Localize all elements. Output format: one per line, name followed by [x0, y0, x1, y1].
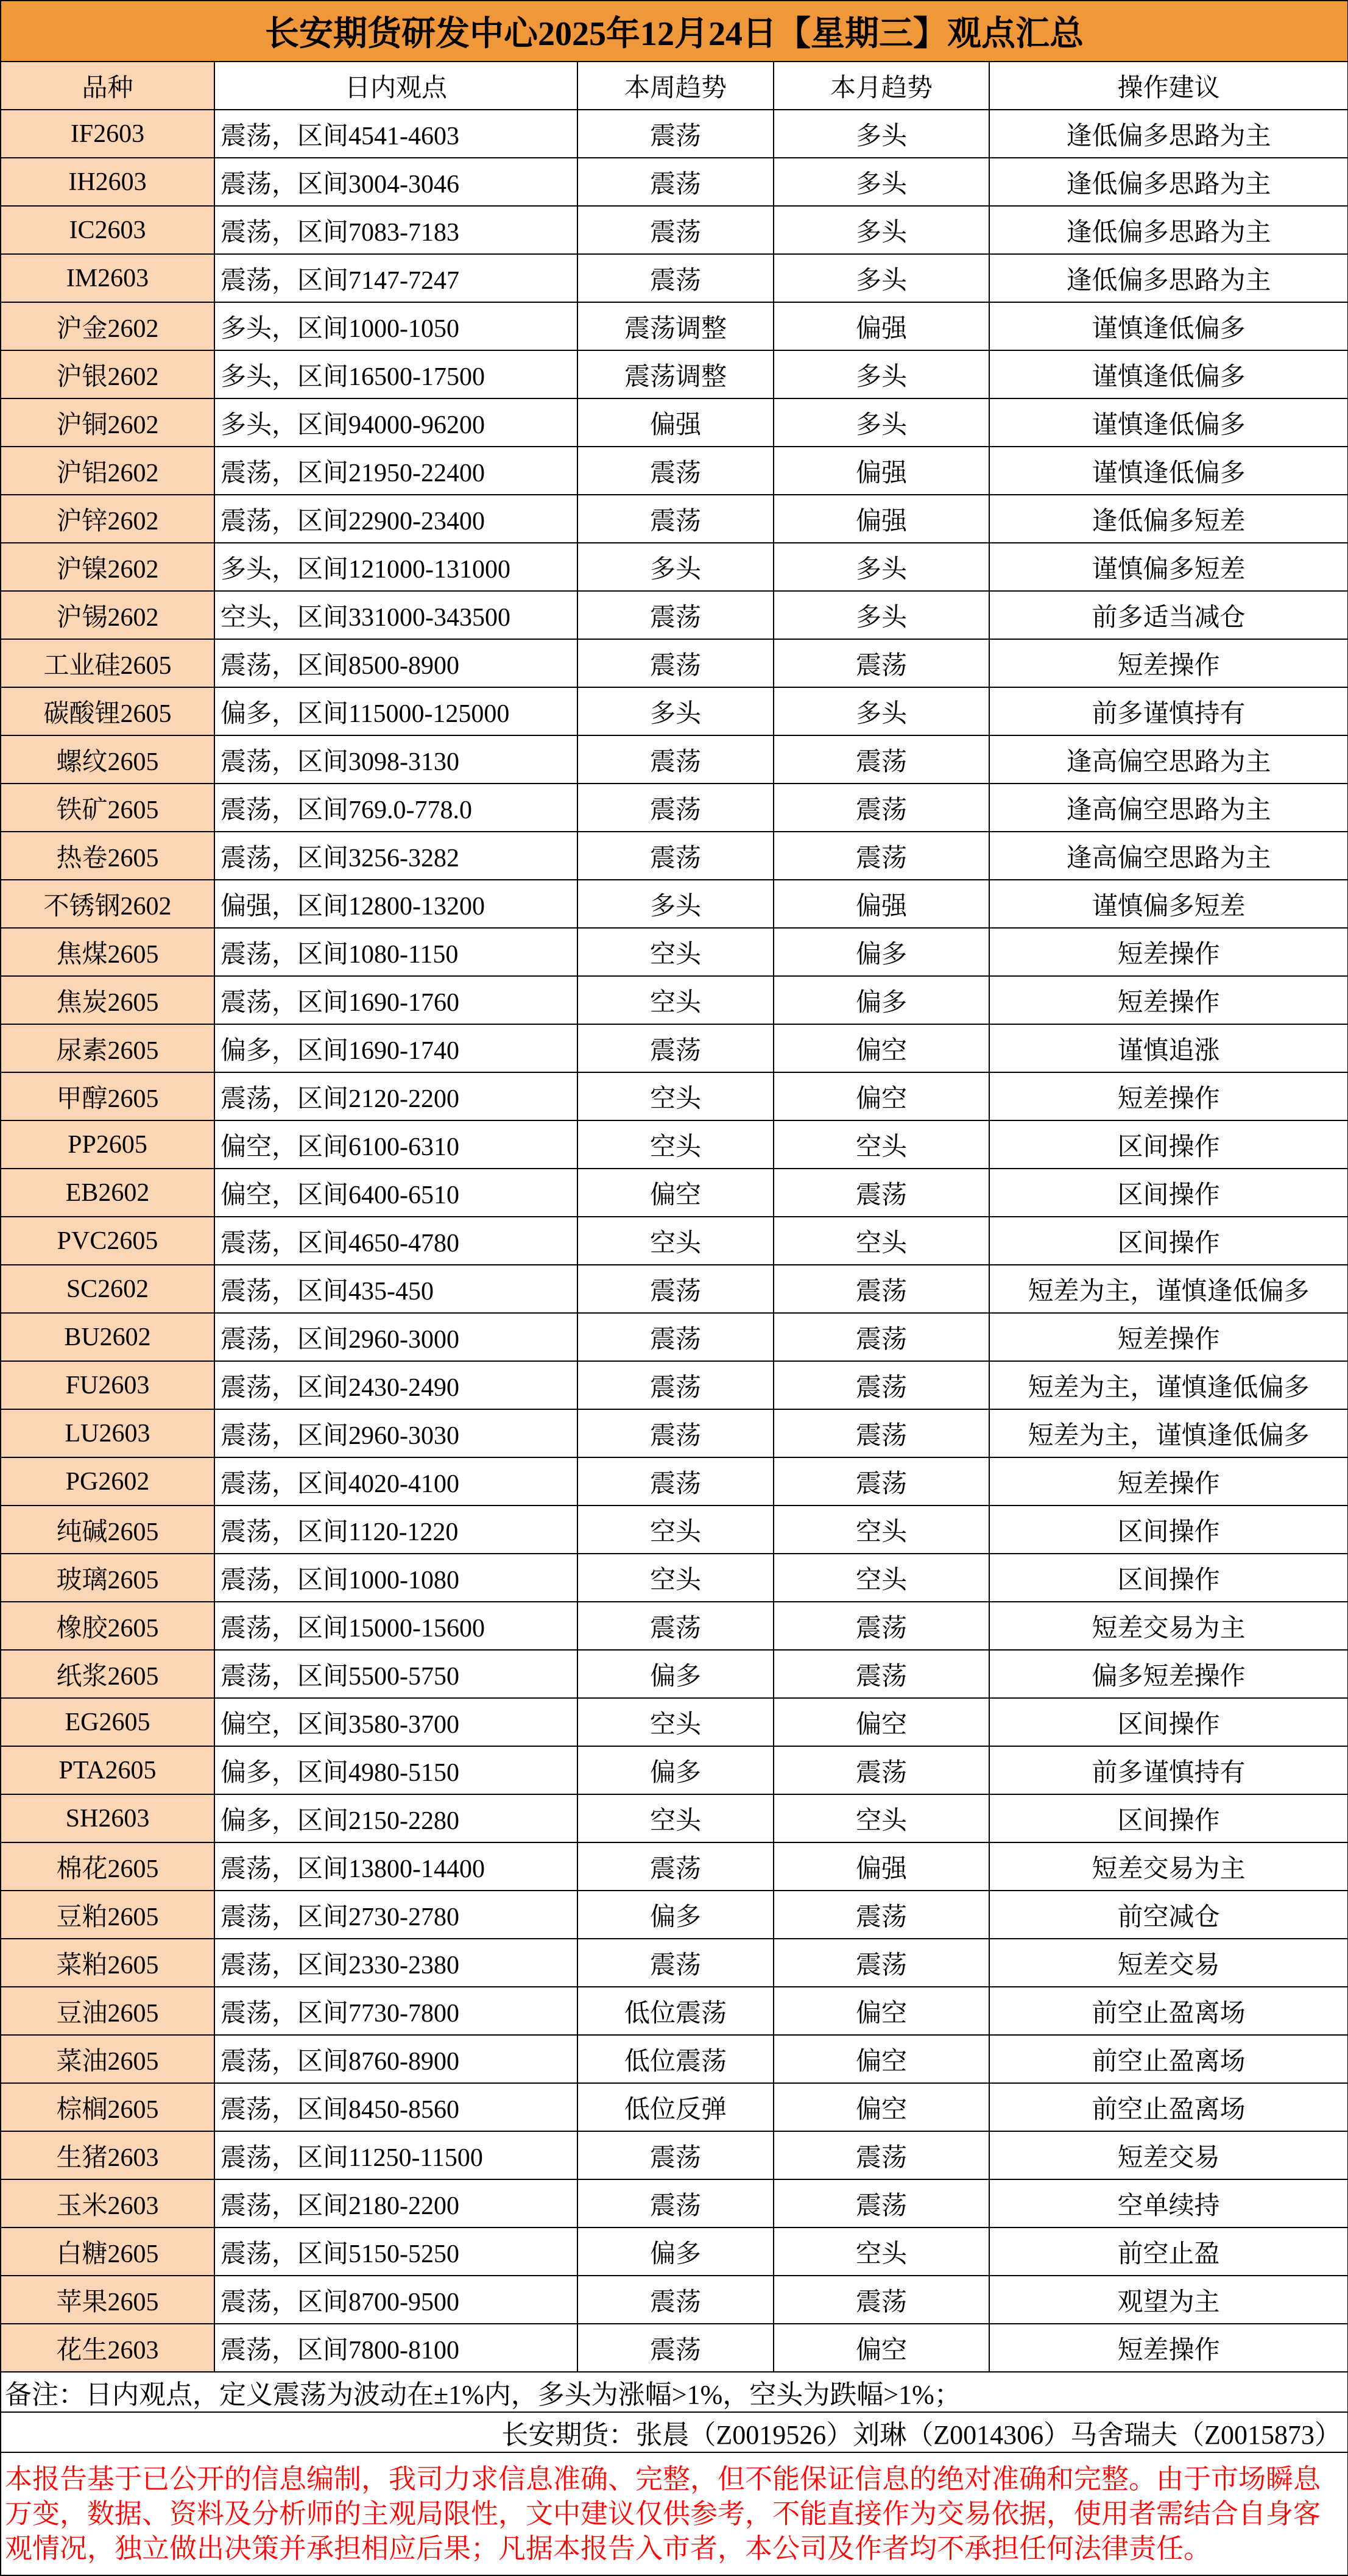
table-row [1, 543, 1348, 591]
cell-monthly-trend: 震荡 [774, 639, 989, 687]
cell-monthly-trend: 空头 [774, 2227, 989, 2276]
cell-intraday-view: 震荡，区间435-450 [214, 1265, 577, 1313]
author-row [1, 2412, 1348, 2452]
cell-variety: EG2605 [1, 1698, 214, 1746]
cell-advice: 区间操作 [989, 1169, 1348, 1217]
cell-variety: PVC2605 [1, 1217, 214, 1265]
title-band [1, 1, 1348, 62]
cell-advice: 空单续持 [989, 2179, 1348, 2227]
cell-advice: 前多适当减仓 [989, 591, 1348, 639]
cell-weekly-trend: 震荡 [577, 1361, 774, 1409]
cell-variety: 沪铝2602 [1, 447, 214, 495]
cell-variety: 生猪2603 [1, 2131, 214, 2179]
cell-weekly-trend: 震荡 [577, 1409, 774, 1457]
column-header-weekly-trend: 本周趋势 [577, 62, 774, 110]
cell-weekly-trend: 震荡 [577, 2179, 774, 2227]
cell-weekly-trend: 震荡 [577, 1602, 774, 1650]
cell-weekly-trend: 震荡 [577, 735, 774, 784]
cell-variety: IM2603 [1, 254, 214, 302]
cell-intraday-view: 震荡，区间4020-4100 [214, 1457, 577, 1506]
cell-weekly-trend: 偏多 [577, 1746, 774, 1794]
cell-advice: 区间操作 [989, 1120, 1348, 1169]
cell-monthly-trend: 多头 [774, 254, 989, 302]
cell-monthly-trend: 偏空 [774, 2083, 989, 2131]
cell-monthly-trend: 偏强 [774, 302, 989, 350]
table-row [1, 1120, 1348, 1169]
cell-weekly-trend: 偏强 [577, 398, 774, 447]
cell-intraday-view: 震荡，区间22900-23400 [214, 495, 577, 543]
cell-variety: LU2603 [1, 1409, 214, 1457]
cell-intraday-view: 震荡，区间2330-2380 [214, 1939, 577, 1987]
cell-weekly-trend: 震荡 [577, 254, 774, 302]
cell-variety: 碳酸锂2605 [1, 687, 214, 735]
cell-weekly-trend: 震荡 [577, 158, 774, 206]
note-row [1, 2372, 1348, 2412]
cell-weekly-trend: 空头 [577, 1554, 774, 1602]
cell-monthly-trend: 震荡 [774, 1891, 989, 1939]
cell-advice: 谨慎偏多短差 [989, 880, 1348, 928]
cell-monthly-trend: 偏空 [774, 2324, 989, 2372]
cell-weekly-trend: 震荡调整 [577, 350, 774, 398]
table-row [1, 1794, 1348, 1842]
table-row [1, 832, 1348, 880]
table-row [1, 447, 1348, 495]
cell-advice: 前空止盈离场 [989, 2083, 1348, 2131]
cell-variety: 铁矿2605 [1, 784, 214, 832]
cell-variety: 沪镍2602 [1, 543, 214, 591]
cell-variety: 沪银2602 [1, 350, 214, 398]
cell-variety: 甲醇2605 [1, 1072, 214, 1120]
cell-intraday-view: 震荡，区间15000-15600 [214, 1602, 577, 1650]
cell-advice: 短差操作 [989, 2324, 1348, 2372]
cell-weekly-trend: 空头 [577, 1794, 774, 1842]
cell-variety: 焦煤2605 [1, 928, 214, 976]
cell-intraday-view: 震荡，区间8500-8900 [214, 639, 577, 687]
cell-variety: PG2602 [1, 1457, 214, 1506]
cell-variety: 豆油2605 [1, 1987, 214, 2035]
cell-monthly-trend: 多头 [774, 543, 989, 591]
cell-variety: SH2603 [1, 1794, 214, 1842]
cell-advice: 观望为主 [989, 2276, 1348, 2324]
table-row [1, 687, 1348, 735]
table-row [1, 1842, 1348, 1891]
table-row [1, 1409, 1348, 1457]
cell-monthly-trend: 多头 [774, 398, 989, 447]
table-row [1, 1217, 1348, 1265]
table-row [1, 254, 1348, 302]
cell-weekly-trend: 低位震荡 [577, 1987, 774, 2035]
cell-monthly-trend: 震荡 [774, 1602, 989, 1650]
table-row [1, 2035, 1348, 2083]
cell-variety: PP2605 [1, 1120, 214, 1169]
cell-weekly-trend: 空头 [577, 1506, 774, 1554]
cell-monthly-trend: 多头 [774, 687, 989, 735]
cell-variety: 菜油2605 [1, 2035, 214, 2083]
cell-monthly-trend: 空头 [774, 1506, 989, 1554]
column-header-intraday-view: 日内观点 [214, 62, 577, 110]
cell-variety: 沪铜2602 [1, 398, 214, 447]
cell-monthly-trend: 偏空 [774, 1987, 989, 2035]
cell-intraday-view: 震荡，区间7800-8100 [214, 2324, 577, 2372]
cell-weekly-trend: 震荡 [577, 1313, 774, 1361]
cell-monthly-trend: 震荡 [774, 1361, 989, 1409]
report-title: 长安期货研发中心2025年12月24日【星期三】观点汇总 [1, 1, 1348, 62]
cell-intraday-view: 震荡，区间2430-2490 [214, 1361, 577, 1409]
cell-advice: 短差交易为主 [989, 1842, 1348, 1891]
table-body [1, 110, 1348, 2372]
cell-advice: 逢高偏空思路为主 [989, 784, 1348, 832]
table-row [1, 1361, 1348, 1409]
table-row [1, 735, 1348, 784]
cell-variety: 沪锡2602 [1, 591, 214, 639]
cell-weekly-trend: 偏多 [577, 2227, 774, 2276]
cell-intraday-view: 多头，区间121000-131000 [214, 543, 577, 591]
cell-variety: 不锈钢2602 [1, 880, 214, 928]
cell-advice: 短差交易为主 [989, 1602, 1348, 1650]
table-row [1, 1457, 1348, 1506]
cell-monthly-trend: 震荡 [774, 1746, 989, 1794]
cell-advice: 逢高偏空思路为主 [989, 735, 1348, 784]
cell-variety: BU2602 [1, 1313, 214, 1361]
disclaimer-row [1, 2452, 1348, 2575]
cell-intraday-view: 偏空，区间6100-6310 [214, 1120, 577, 1169]
table-row [1, 350, 1348, 398]
cell-weekly-trend: 空头 [577, 1120, 774, 1169]
cell-variety: 苹果2605 [1, 2276, 214, 2324]
cell-monthly-trend: 震荡 [774, 1169, 989, 1217]
cell-variety: 白糖2605 [1, 2227, 214, 2276]
cell-weekly-trend: 偏多 [577, 1891, 774, 1939]
cell-variety: 沪金2602 [1, 302, 214, 350]
cell-intraday-view: 震荡，区间2730-2780 [214, 1891, 577, 1939]
cell-weekly-trend: 震荡调整 [577, 302, 774, 350]
note-text: 备注：日内观点，定义震荡为波动在±1%内，多头为涨幅>1%，空头为跌幅>1%； [1, 2372, 1348, 2412]
cell-intraday-view: 偏空，区间6400-6510 [214, 1169, 577, 1217]
cell-advice: 逢高偏空思路为主 [989, 832, 1348, 880]
cell-monthly-trend: 偏强 [774, 880, 989, 928]
cell-advice: 短差为主，谨慎逢低偏多 [989, 1265, 1348, 1313]
cell-intraday-view: 震荡，区间8450-8560 [214, 2083, 577, 2131]
cell-intraday-view: 偏强，区间12800-13200 [214, 880, 577, 928]
cell-intraday-view: 震荡，区间13800-14400 [214, 1842, 577, 1891]
cell-monthly-trend: 震荡 [774, 2179, 989, 2227]
cell-monthly-trend: 震荡 [774, 735, 989, 784]
cell-advice: 短差操作 [989, 928, 1348, 976]
cell-monthly-trend: 震荡 [774, 1265, 989, 1313]
cell-monthly-trend: 偏空 [774, 1072, 989, 1120]
cell-advice: 短差操作 [989, 1457, 1348, 1506]
cell-intraday-view: 震荡，区间1080-1150 [214, 928, 577, 976]
cell-intraday-view: 震荡，区间11250-11500 [214, 2131, 577, 2179]
cell-monthly-trend: 空头 [774, 1217, 989, 1265]
cell-variety: EB2602 [1, 1169, 214, 1217]
cell-variety: 豆粕2605 [1, 1891, 214, 1939]
cell-advice: 短差操作 [989, 639, 1348, 687]
cell-monthly-trend: 多头 [774, 350, 989, 398]
cell-monthly-trend: 多头 [774, 591, 989, 639]
cell-weekly-trend: 空头 [577, 976, 774, 1024]
cell-weekly-trend: 多头 [577, 687, 774, 735]
cell-advice: 区间操作 [989, 1217, 1348, 1265]
table-row [1, 880, 1348, 928]
table-row [1, 1746, 1348, 1794]
cell-advice: 前空止盈离场 [989, 1987, 1348, 2035]
cell-variety: IH2603 [1, 158, 214, 206]
cell-variety: 棉花2605 [1, 1842, 214, 1891]
cell-intraday-view: 震荡，区间1120-1220 [214, 1506, 577, 1554]
cell-monthly-trend: 震荡 [774, 1409, 989, 1457]
cell-intraday-view: 震荡，区间8760-8900 [214, 2035, 577, 2083]
cell-intraday-view: 偏多，区间2150-2280 [214, 1794, 577, 1842]
cell-variety: IF2603 [1, 110, 214, 158]
table-row [1, 1602, 1348, 1650]
cell-advice: 短差操作 [989, 1313, 1348, 1361]
cell-monthly-trend: 空头 [774, 1794, 989, 1842]
table-row [1, 2179, 1348, 2227]
cell-intraday-view: 震荡，区间7083-7183 [214, 206, 577, 254]
cell-intraday-view: 震荡，区间769.0-778.0 [214, 784, 577, 832]
cell-variety: 玉米2603 [1, 2179, 214, 2227]
analyst-credits: 长安期货：张晨（Z0019526）刘琳（Z0014306）马舍瑞夫（Z0015873） [1, 2412, 1348, 2452]
cell-monthly-trend: 多头 [774, 206, 989, 254]
cell-monthly-trend: 震荡 [774, 2276, 989, 2324]
cell-weekly-trend: 偏空 [577, 1169, 774, 1217]
cell-monthly-trend: 偏强 [774, 447, 989, 495]
cell-monthly-trend: 震荡 [774, 2131, 989, 2179]
cell-intraday-view: 偏多，区间1690-1740 [214, 1024, 577, 1072]
table-row [1, 2083, 1348, 2131]
cell-monthly-trend: 偏强 [774, 1842, 989, 1891]
cell-monthly-trend: 偏多 [774, 928, 989, 976]
cell-intraday-view: 震荡，区间2960-3000 [214, 1313, 577, 1361]
table-row [1, 158, 1348, 206]
cell-variety: 沪锌2602 [1, 495, 214, 543]
cell-weekly-trend: 多头 [577, 880, 774, 928]
cell-weekly-trend: 震荡 [577, 2131, 774, 2179]
cell-advice: 短差为主，谨慎逢低偏多 [989, 1409, 1348, 1457]
table-row [1, 1169, 1348, 1217]
cell-advice: 短差操作 [989, 1072, 1348, 1120]
table-row [1, 2227, 1348, 2276]
cell-monthly-trend: 偏多 [774, 976, 989, 1024]
cell-monthly-trend: 震荡 [774, 832, 989, 880]
cell-intraday-view: 多头，区间16500-17500 [214, 350, 577, 398]
cell-weekly-trend: 震荡 [577, 1457, 774, 1506]
cell-monthly-trend: 多头 [774, 158, 989, 206]
cell-advice: 偏多短差操作 [989, 1650, 1348, 1698]
cell-weekly-trend: 空头 [577, 1698, 774, 1746]
cell-advice: 区间操作 [989, 1794, 1348, 1842]
cell-intraday-view: 震荡，区间4541-4603 [214, 110, 577, 158]
table-row [1, 1939, 1348, 1987]
column-header-variety: 品种 [1, 62, 214, 110]
cell-advice: 区间操作 [989, 1554, 1348, 1602]
table-row [1, 2276, 1348, 2324]
cell-advice: 前多谨慎持有 [989, 1746, 1348, 1794]
table-row [1, 1891, 1348, 1939]
table-row [1, 206, 1348, 254]
cell-weekly-trend: 多头 [577, 543, 774, 591]
cell-advice: 前多谨慎持有 [989, 687, 1348, 735]
cell-monthly-trend: 震荡 [774, 1650, 989, 1698]
cell-advice: 短差交易 [989, 2131, 1348, 2179]
cell-weekly-trend: 震荡 [577, 591, 774, 639]
cell-weekly-trend: 震荡 [577, 2324, 774, 2372]
cell-intraday-view: 偏多，区间4980-5150 [214, 1746, 577, 1794]
cell-intraday-view: 震荡，区间7147-7247 [214, 254, 577, 302]
cell-advice: 逢低偏多思路为主 [989, 254, 1348, 302]
column-header-monthly-trend: 本月趋势 [774, 62, 989, 110]
cell-variety: 工业硅2605 [1, 639, 214, 687]
cell-advice: 前空止盈离场 [989, 2035, 1348, 2083]
cell-weekly-trend: 震荡 [577, 784, 774, 832]
cell-advice: 短差操作 [989, 976, 1348, 1024]
cell-intraday-view: 震荡，区间1000-1080 [214, 1554, 577, 1602]
cell-intraday-view: 震荡，区间1690-1760 [214, 976, 577, 1024]
cell-advice: 逢低偏多短差 [989, 495, 1348, 543]
cell-weekly-trend: 震荡 [577, 1265, 774, 1313]
cell-weekly-trend: 低位震荡 [577, 2035, 774, 2083]
cell-variety: SC2602 [1, 1265, 214, 1313]
cell-variety: 棕榈2605 [1, 2083, 214, 2131]
cell-intraday-view: 偏多，区间115000-125000 [214, 687, 577, 735]
table-row [1, 2131, 1348, 2179]
cell-intraday-view: 震荡，区间8700-9500 [214, 2276, 577, 2324]
cell-advice: 谨慎逢低偏多 [989, 350, 1348, 398]
cell-variety: 纯碱2605 [1, 1506, 214, 1554]
cell-variety: 纸浆2605 [1, 1650, 214, 1698]
cell-advice: 谨慎追涨 [989, 1024, 1348, 1072]
cell-advice: 短差为主，谨慎逢低偏多 [989, 1361, 1348, 1409]
cell-weekly-trend: 震荡 [577, 832, 774, 880]
cell-advice: 逢低偏多思路为主 [989, 206, 1348, 254]
cell-advice: 谨慎逢低偏多 [989, 398, 1348, 447]
cell-variety: 尿素2605 [1, 1024, 214, 1072]
cell-monthly-trend: 偏强 [774, 495, 989, 543]
cell-advice: 前空减仓 [989, 1891, 1348, 1939]
table-row [1, 1506, 1348, 1554]
table-row [1, 110, 1348, 158]
cell-weekly-trend: 震荡 [577, 2276, 774, 2324]
cell-intraday-view: 震荡，区间3256-3282 [214, 832, 577, 880]
cell-variety: 玻璃2605 [1, 1554, 214, 1602]
cell-weekly-trend: 震荡 [577, 447, 774, 495]
cell-monthly-trend: 空头 [774, 1554, 989, 1602]
cell-weekly-trend: 低位反弹 [577, 2083, 774, 2131]
cell-intraday-view: 偏空，区间3580-3700 [214, 1698, 577, 1746]
cell-weekly-trend: 震荡 [577, 206, 774, 254]
table-row [1, 1698, 1348, 1746]
cell-weekly-trend: 震荡 [577, 639, 774, 687]
table-row [1, 1987, 1348, 2035]
cell-variety: PTA2605 [1, 1746, 214, 1794]
cell-weekly-trend: 震荡 [577, 495, 774, 543]
disclaimer-text: 本报告基于已公开的信息编制，我司力求信息准确、完整，但不能保证信息的绝对准确和完整。由于市场瞬息万变，数据、资料及分析师的主观局限性，文中建议仅供参考，不能直接作为交易依据，使用者需结合自身客观情况，独立做出决策并承担相应后果；凡据本报告入市者，本公司及作者均不承担任何法律责任。 [1, 2452, 1348, 2575]
table-row [1, 1072, 1348, 1120]
cell-monthly-trend: 多头 [774, 110, 989, 158]
cell-weekly-trend: 震荡 [577, 1842, 774, 1891]
cell-intraday-view: 震荡，区间7730-7800 [214, 1987, 577, 2035]
cell-variety: 菜粕2605 [1, 1939, 214, 1987]
table-row [1, 1265, 1348, 1313]
cell-monthly-trend: 震荡 [774, 1313, 989, 1361]
cell-monthly-trend: 震荡 [774, 1939, 989, 1987]
cell-advice: 短差交易 [989, 1939, 1348, 1987]
cell-intraday-view: 多头，区间1000-1050 [214, 302, 577, 350]
cell-intraday-view: 空头，区间331000-343500 [214, 591, 577, 639]
cell-intraday-view: 震荡，区间5150-5250 [214, 2227, 577, 2276]
cell-advice: 谨慎偏多短差 [989, 543, 1348, 591]
cell-intraday-view: 震荡，区间21950-22400 [214, 447, 577, 495]
cell-intraday-view: 震荡，区间3098-3130 [214, 735, 577, 784]
cell-monthly-trend: 偏空 [774, 2035, 989, 2083]
table-row [1, 639, 1348, 687]
cell-intraday-view: 震荡，区间2960-3030 [214, 1409, 577, 1457]
table-row [1, 928, 1348, 976]
cell-advice: 谨慎逢低偏多 [989, 302, 1348, 350]
table-row [1, 1313, 1348, 1361]
cell-variety: IC2603 [1, 206, 214, 254]
cell-variety: 螺纹2605 [1, 735, 214, 784]
table-row [1, 302, 1348, 350]
table-row [1, 495, 1348, 543]
cell-monthly-trend: 偏空 [774, 1024, 989, 1072]
cell-advice: 前空止盈 [989, 2227, 1348, 2276]
cell-advice: 区间操作 [989, 1698, 1348, 1746]
table-row [1, 784, 1348, 832]
cell-variety: FU2603 [1, 1361, 214, 1409]
cell-weekly-trend: 空头 [577, 1072, 774, 1120]
cell-advice: 逢低偏多思路为主 [989, 110, 1348, 158]
cell-variety: 橡胶2605 [1, 1602, 214, 1650]
cell-intraday-view: 震荡，区间4650-4780 [214, 1217, 577, 1265]
cell-weekly-trend: 震荡 [577, 110, 774, 158]
cell-variety: 焦炭2605 [1, 976, 214, 1024]
table-row [1, 1650, 1348, 1698]
cell-monthly-trend: 震荡 [774, 784, 989, 832]
column-header-row [1, 62, 1348, 110]
table-row [1, 1024, 1348, 1072]
cell-intraday-view: 震荡，区间2180-2200 [214, 2179, 577, 2227]
cell-monthly-trend: 偏空 [774, 1698, 989, 1746]
cell-monthly-trend: 震荡 [774, 1457, 989, 1506]
cell-weekly-trend: 空头 [577, 928, 774, 976]
column-header-advice: 操作建议 [989, 62, 1348, 110]
cell-weekly-trend: 震荡 [577, 1939, 774, 1987]
table-row [1, 591, 1348, 639]
cell-intraday-view: 震荡，区间5500-5750 [214, 1650, 577, 1698]
cell-intraday-view: 多头，区间94000-96200 [214, 398, 577, 447]
cell-variety: 热卷2605 [1, 832, 214, 880]
cell-advice: 逢低偏多思路为主 [989, 158, 1348, 206]
table-row [1, 2324, 1348, 2372]
table-row [1, 976, 1348, 1024]
cell-advice: 区间操作 [989, 1506, 1348, 1554]
cell-advice: 谨慎逢低偏多 [989, 447, 1348, 495]
cell-weekly-trend: 空头 [577, 1217, 774, 1265]
table-row [1, 398, 1348, 447]
cell-intraday-view: 震荡，区间2120-2200 [214, 1072, 577, 1120]
cell-monthly-trend: 空头 [774, 1120, 989, 1169]
table-row [1, 1554, 1348, 1602]
cell-weekly-trend: 偏多 [577, 1650, 774, 1698]
cell-variety: 花生2603 [1, 2324, 214, 2372]
cell-weekly-trend: 震荡 [577, 1024, 774, 1072]
cell-intraday-view: 震荡，区间3004-3046 [214, 158, 577, 206]
